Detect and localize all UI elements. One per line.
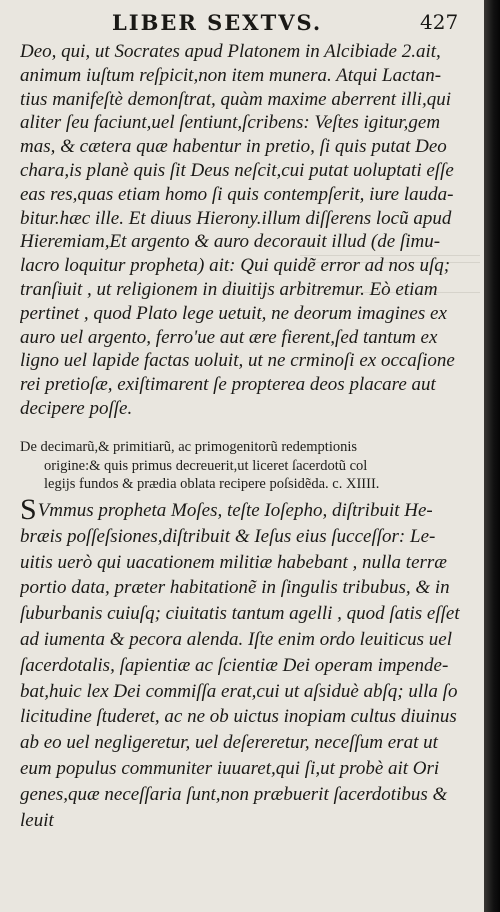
text-line: ab eo uel negligeretur, uel deſereretur, neceſſum erat ut <box>20 732 438 754</box>
text-line: aliter ſeu faciunt,uel ſentiunt,ſcribens: Veſtes igitur,gem <box>20 112 441 134</box>
text-line: ligno uel lapide factas uoluit, ut ne crminoſi ex occaſione <box>20 350 455 372</box>
text-line: leuit <box>20 809 54 831</box>
chapter-heading <box>20 438 460 494</box>
text-line: tius manifeſtè demonſtrat, quàm maxime aberrent illi,qui <box>20 88 451 110</box>
text-line: bræis poſſeſsiones,diſtribuit & Ieſus eius ſucceſſor: Le- <box>20 525 436 547</box>
text-line: ad iumenta & pecora alenda. Iſte enim ordo leuiticus uel <box>20 628 452 650</box>
chapter-heading-line: legijs fundos & prædia oblata recipere poſsidẽda. c. XIIII. <box>44 476 380 492</box>
text-line: auro uel argento, ferro'ue aut ære fierent,ſed tantum ex <box>20 326 438 348</box>
text-line: tranſiuit , ut religionem in diuitijs arbitremur. Eò etiam <box>20 278 438 300</box>
text-line: eas res,quas etiam homo ſi quis contempſerit, iure lauda- <box>20 183 454 205</box>
text-line-first <box>20 498 460 524</box>
text-line: animum iuſtum reſpicit,non item munera. Atqui Lactan- <box>20 64 442 86</box>
text-line: eum populus communiter iuuaret,qui ſi,ut probè ait Ori <box>20 757 440 779</box>
text-line: bitur.hæc ille. Et diuus Hierony.illum diſſerens locũ apud <box>20 207 452 229</box>
page-gutter-shadow <box>484 0 500 912</box>
page-number: 427 <box>420 10 459 34</box>
text-line: ſacerdotalis, ſapientiæ ac ſcientiæ Dei operam impende- <box>20 654 449 676</box>
chapter-heading-line: De decimarũ,& primitiarũ, ac primogenitorũ redemptionis <box>20 439 358 455</box>
text-line: licitudine ſtuderet, ac ne ob uictus inopiam cultus diuinus <box>20 706 457 728</box>
show-through-mark <box>300 255 480 256</box>
text-line: decipere poſſe. <box>20 397 133 419</box>
show-through-mark <box>300 292 480 293</box>
text-line: uitis uerò qui uacationem militiæ habebant , nulla terræ <box>20 551 447 573</box>
text-line: bat,huic lex Dei commiſſa erat,cui ut aſsiduè abſq; ulla ſo <box>20 680 458 702</box>
text-line: chara,is planè quis ſit Deus neſcit,cui putat uoluptati eſſe <box>20 159 454 181</box>
running-head: LIBER SEXTVS. <box>112 10 323 35</box>
text-line: genes,quæ neceſſaria ſunt,non præbuerit ſacerdotibus & <box>20 783 448 805</box>
show-through-mark <box>300 262 480 263</box>
text-line: pertinet , quod Plato lege uetuit, ne deorum imagines ex <box>20 302 447 324</box>
page-header <box>0 10 484 38</box>
drop-cap: S <box>20 498 37 524</box>
text-line: lacro loquitur propheta) ait: Qui quidẽ error ad nos uſq; <box>20 255 451 277</box>
chapter-heading-line: origine:& quis primus decreuerit,ut liceret ſacerdotũ col <box>44 457 368 474</box>
paragraph-1 <box>20 40 460 421</box>
text-line: Deo, qui, ut Socrates apud Platonem in Alcibiade 2.ait, <box>20 41 441 62</box>
text-line: mas, & cætera quæ habentur in pretio, ſi quis putat Deo <box>20 136 447 158</box>
text-line: rei pretioſæ, exiſtimarent ſe propterea deos placare aut <box>20 374 436 396</box>
paragraph-2 <box>20 498 460 833</box>
text-line: Hieremiam,Et argento & auro decorauit illud (de ſimu- <box>20 231 441 253</box>
text-line: ſuburbanis cuiuſq; ciuitatis tantum agelli , quod ſatis eſſet <box>20 603 460 625</box>
first-line-text: Vmmus propheta Moſes, teſte Ioſepho, diſtribuit He- <box>37 500 433 521</box>
text-line: portio data, præter habitationẽ in ſingulis tribubus, & in <box>20 577 450 599</box>
